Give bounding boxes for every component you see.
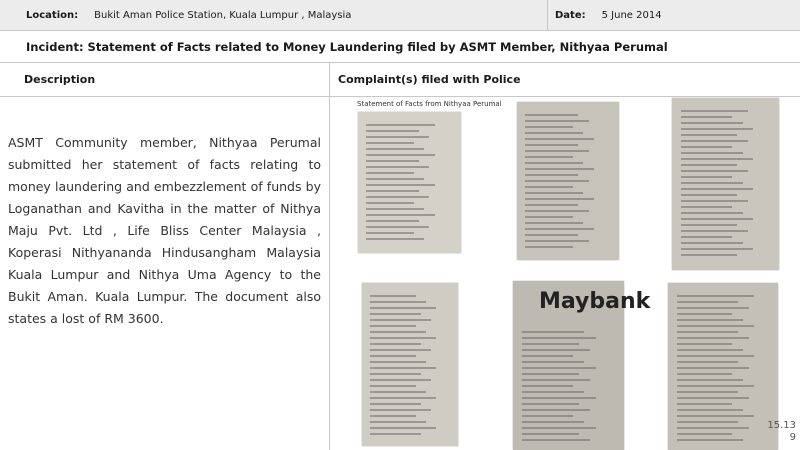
document-text-line xyxy=(522,367,596,369)
document-text-line xyxy=(370,355,417,357)
document-text-line xyxy=(677,415,755,417)
document-text-line xyxy=(370,307,436,309)
document-text-line xyxy=(366,136,429,138)
document-text-line xyxy=(525,246,573,248)
document-text-line xyxy=(522,373,579,375)
document-text-line xyxy=(370,367,436,369)
header-bar xyxy=(0,0,800,31)
document-text-line xyxy=(677,343,732,345)
document-text-line xyxy=(366,196,429,198)
page-number xyxy=(767,420,796,444)
date-label: Date: xyxy=(555,9,586,21)
document-text-line xyxy=(522,415,573,417)
maybank-logo: Maybank xyxy=(539,289,651,314)
document-text-line xyxy=(366,160,419,162)
document-text-line xyxy=(677,403,732,405)
document-text-line xyxy=(677,427,749,429)
page-number-line-1: 15.13 xyxy=(767,420,796,431)
document-text-line xyxy=(525,222,583,224)
document-image-2[interactable] xyxy=(517,102,619,260)
document-text-line xyxy=(677,397,749,399)
document-text-line xyxy=(525,186,573,188)
incident-title: Incident: Statement of Facts related to Money Laundering filed by ASMT Member, Nithyaa Perumal xyxy=(0,31,800,63)
document-text-line xyxy=(677,391,738,393)
document-text-line xyxy=(681,218,754,220)
document-text-line xyxy=(677,331,738,333)
document-text-line xyxy=(366,124,434,126)
document-text-line xyxy=(681,200,748,202)
document-text-line xyxy=(370,403,422,405)
document-text-line xyxy=(681,182,743,184)
document-text-line xyxy=(525,210,588,212)
document-text-line xyxy=(681,254,738,256)
document-text-line xyxy=(525,198,594,200)
document-text-line xyxy=(525,180,588,182)
page-number-line-2: 9 xyxy=(789,432,796,443)
document-text-line xyxy=(677,325,755,327)
document-text-line xyxy=(370,295,417,297)
document-text-line xyxy=(366,154,434,156)
document-text-line xyxy=(366,178,424,180)
document-text-line xyxy=(370,373,422,375)
document-text-line xyxy=(370,433,422,435)
document-text-line xyxy=(525,234,578,236)
document-text-line xyxy=(366,202,414,204)
document-text-line xyxy=(366,190,419,192)
document-text-line xyxy=(522,427,596,429)
document-text-line xyxy=(681,164,738,166)
document-text-line xyxy=(681,122,743,124)
document-text-line xyxy=(522,433,579,435)
document-text-line xyxy=(677,313,732,315)
document-text-line xyxy=(681,140,748,142)
document-text-line xyxy=(677,307,749,309)
document-text-line xyxy=(681,176,732,178)
document-text-line xyxy=(525,126,573,128)
document-text-line xyxy=(522,361,584,363)
document-text-line xyxy=(525,138,594,140)
document-text-line xyxy=(522,379,590,381)
document-text-line xyxy=(681,230,748,232)
document-text-line xyxy=(525,228,594,230)
document-text-line xyxy=(681,134,738,136)
document-text-line xyxy=(370,325,417,327)
date-value: 5 June 2014 xyxy=(601,9,662,21)
document-text-line xyxy=(366,214,434,216)
document-text-line xyxy=(525,216,573,218)
document-text-line xyxy=(681,128,754,130)
document-text-line xyxy=(677,409,744,411)
document-image-4[interactable] xyxy=(362,283,458,446)
document-image-1[interactable] xyxy=(358,112,461,253)
document-text-line xyxy=(677,349,744,351)
document-text-line xyxy=(366,130,419,132)
document-text-line xyxy=(370,337,436,339)
document-text-line xyxy=(677,433,732,435)
location-value: Bukit Aman Police Station, Kuala Lumpur , Malaysia xyxy=(94,9,352,21)
document-image-3[interactable] xyxy=(672,98,779,270)
document-text-line xyxy=(681,116,732,118)
document-text-line xyxy=(681,152,743,154)
document-text-line xyxy=(525,162,583,164)
document-text-line xyxy=(677,355,755,357)
document-text-line xyxy=(370,397,436,399)
document-text-line xyxy=(525,192,583,194)
document-image-6[interactable] xyxy=(668,283,778,450)
document-text-line xyxy=(370,385,417,387)
document-text-line xyxy=(370,379,431,381)
document-text-line xyxy=(522,421,584,423)
document-text-line xyxy=(370,427,436,429)
document-text-line xyxy=(366,172,414,174)
document-text-line xyxy=(366,238,424,240)
document-text-line xyxy=(522,439,590,441)
document-text-line xyxy=(366,148,424,150)
document-text-line xyxy=(681,212,743,214)
document-text-line xyxy=(677,361,738,363)
document-text-line xyxy=(366,184,434,186)
document-text-line xyxy=(366,232,414,234)
document-text-line xyxy=(370,319,431,321)
document-text-line xyxy=(681,242,743,244)
document-caption: Statement of Facts from Nithyaa Perumal xyxy=(357,100,502,108)
document-text-line xyxy=(522,391,584,393)
document-text-line xyxy=(525,156,573,158)
document-text-line xyxy=(522,385,573,387)
document-text-line xyxy=(370,313,422,315)
document-text-line xyxy=(677,319,744,321)
date-cell xyxy=(548,0,800,30)
document-text-line xyxy=(522,331,584,333)
document-text-line xyxy=(677,295,755,297)
document-text-line xyxy=(681,248,754,250)
document-text-line xyxy=(370,415,417,417)
document-text-line xyxy=(522,337,596,339)
document-text-line xyxy=(681,158,754,160)
document-text-line xyxy=(681,146,732,148)
document-text-line xyxy=(370,349,431,351)
document-image-5[interactable] xyxy=(513,281,651,450)
document-text-line xyxy=(522,403,579,405)
document-text-line xyxy=(525,174,578,176)
document-text-line xyxy=(681,236,732,238)
document-text-line xyxy=(677,337,749,339)
document-text-line xyxy=(525,204,578,206)
document-text-line xyxy=(525,132,583,134)
document-text-line xyxy=(366,220,419,222)
document-text-line xyxy=(522,409,590,411)
document-text-line xyxy=(677,379,744,381)
document-text-line xyxy=(525,114,578,116)
location-label: Location: xyxy=(26,9,79,21)
document-text-line xyxy=(370,409,431,411)
document-text-line xyxy=(681,188,754,190)
document-text-line xyxy=(681,206,732,208)
document-text-line xyxy=(370,301,426,303)
document-text-line xyxy=(681,224,738,226)
document-text-line xyxy=(681,194,738,196)
document-text-line xyxy=(681,110,748,112)
column-headers xyxy=(0,63,800,97)
document-text-line xyxy=(677,421,738,423)
document-text-line xyxy=(677,439,744,441)
complaints-header: Complaint(s) filed with Police xyxy=(338,73,521,86)
document-text-line xyxy=(522,397,596,399)
document-text-line xyxy=(370,361,426,363)
document-text-line xyxy=(366,142,414,144)
document-text-line xyxy=(525,150,588,152)
description-text: ASMT Community member, Nithyaa Perumal submitted her statement of facts relating to money laundering and embezzlement of funds by Loganathan and Kavitha in the matter of Nithya Maju Pvt. Ltd , Life Bliss Center Malaysia , Koperasi Nithyananda Hindusangham Malaysia Kuala Lumpur and Nithya Uma Agency to the Bukit Aman. Kuala Lumpur. The document also states a lost of RM 3600. xyxy=(8,135,321,326)
document-text-line xyxy=(677,301,738,303)
document-text-line xyxy=(522,349,590,351)
document-text-line xyxy=(522,343,579,345)
document-text-line xyxy=(366,226,429,228)
document-text-line xyxy=(525,144,578,146)
document-text-line xyxy=(525,240,588,242)
document-text-line xyxy=(522,355,573,357)
document-text-line xyxy=(366,166,429,168)
document-text-line xyxy=(366,208,424,210)
location-cell xyxy=(0,0,548,30)
description-header: Description xyxy=(0,63,330,96)
document-text-line xyxy=(677,373,732,375)
document-text-line xyxy=(677,385,755,387)
document-text-line xyxy=(681,170,748,172)
document-text-line xyxy=(370,331,426,333)
document-text-line xyxy=(370,391,426,393)
document-text-line xyxy=(677,367,749,369)
document-text-line xyxy=(370,421,426,423)
document-text-line xyxy=(525,120,588,122)
document-text-line xyxy=(525,168,594,170)
document-text-line xyxy=(370,343,422,345)
